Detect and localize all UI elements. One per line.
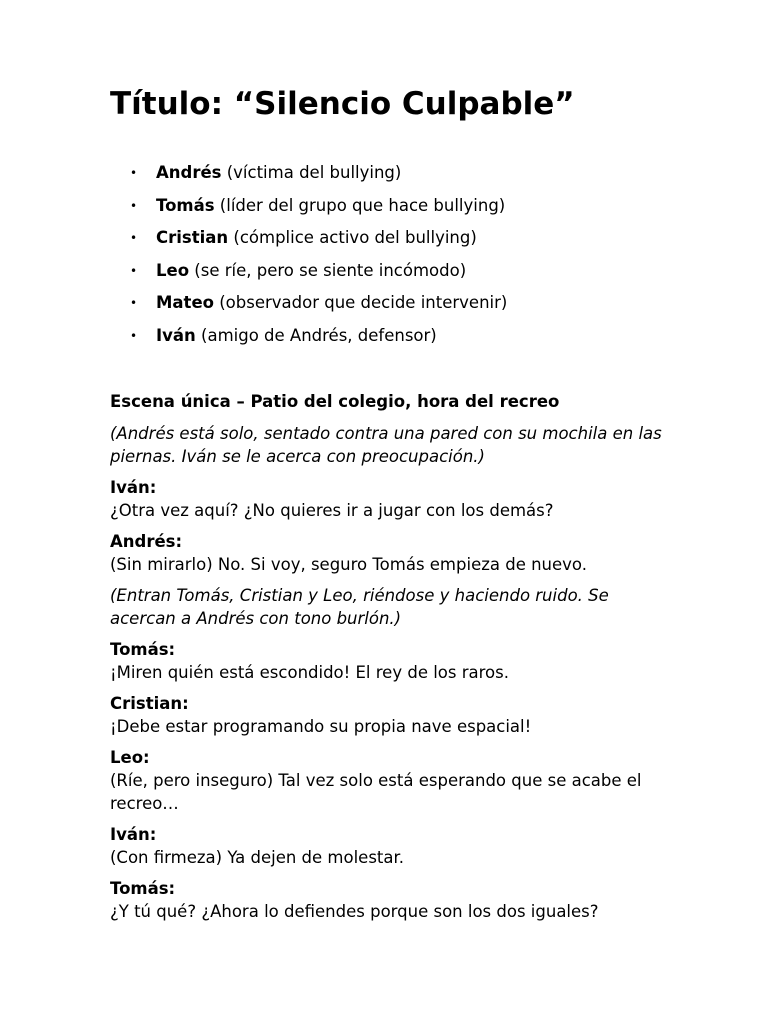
bullet-icon: • (130, 166, 138, 180)
speaker-name: Andrés: (110, 532, 183, 551)
stage-direction: (Entran Tomás, Cristian y Leo, riéndose y haciendo ruido. Se acercan a Andrés con tono burlón.) (110, 586, 609, 628)
speaker-name: Iván: (110, 478, 157, 497)
character-list (110, 162, 507, 357)
character-item (110, 325, 507, 347)
character-name: Mateo (156, 293, 214, 312)
bullet-icon: • (130, 231, 138, 245)
dialogue-line: ¡Debe estar programando su propia nave espacial! (110, 717, 532, 736)
character-description: (se ríe, pero se siente incómodo) (189, 260, 467, 280)
dialogue-block (110, 530, 670, 576)
dialogue-line: (Sin mirarlo) No. Si voy, seguro Tomás empieza de nuevo. (110, 555, 587, 574)
character-item (110, 227, 507, 249)
dialogue-block (110, 746, 670, 815)
character-description: (cómplice activo del bullying) (228, 228, 477, 247)
dialogue-line: ¿Otra vez aquí? ¿No quieres ir a jugar con los demás? (110, 501, 554, 520)
dialogue-block (110, 638, 670, 684)
character-description: (víctima del bullying) (221, 163, 402, 182)
character-description: (amigo de Andrés, defensor) (195, 325, 437, 345)
character-name: Andrés (156, 163, 222, 182)
speaker-name: Cristian: (110, 694, 189, 713)
speaker-name: Leo: (110, 748, 150, 767)
character-description: (líder del grupo que hace bullying) (214, 195, 506, 215)
character-name: Tomás (156, 195, 215, 215)
dialogue-block (110, 877, 670, 923)
speaker-name: Tomás: (110, 879, 176, 898)
bullet-icon: • (130, 198, 138, 213)
dialogue-line: ¡Miren quién está escondido! El rey de los raros. (110, 663, 509, 682)
dialogue-block (110, 692, 670, 738)
bullet-icon: • (130, 296, 138, 310)
character-item (110, 260, 507, 282)
character-item (110, 162, 507, 184)
character-name: Leo (156, 260, 190, 280)
document-title: Título: “Silencio Culpable” (110, 86, 575, 122)
stage-direction: (Andrés está solo, sentado contra una pared con su mochila en las piernas. Iván se le acerca con preocupación.) (110, 424, 662, 466)
character-name: Iván (156, 325, 196, 345)
scene-heading: Escena única – Patio del colegio, hora del recreo (110, 392, 560, 411)
character-name: Cristian (156, 228, 229, 247)
dialogue-line: (Con firmeza) Ya dejen de molestar. (110, 848, 405, 867)
bullet-icon: • (130, 328, 138, 343)
dialogue-block (110, 476, 670, 522)
dialogue-block (110, 823, 670, 869)
script-body (110, 390, 670, 931)
speaker-name: Tomás: (110, 640, 176, 659)
dialogue-line: (Ríe, pero inseguro) Tal vez solo está esperando que se acabe el recreo… (110, 771, 642, 813)
dialogue-line: ¿Y tú qué? ¿Ahora lo defiendes porque son los dos iguales? (110, 902, 599, 921)
character-item (110, 195, 507, 217)
character-description: (observador que decide intervenir) (213, 293, 508, 312)
speaker-name: Iván: (110, 825, 157, 844)
character-item (110, 292, 507, 314)
bullet-icon: • (130, 263, 138, 278)
